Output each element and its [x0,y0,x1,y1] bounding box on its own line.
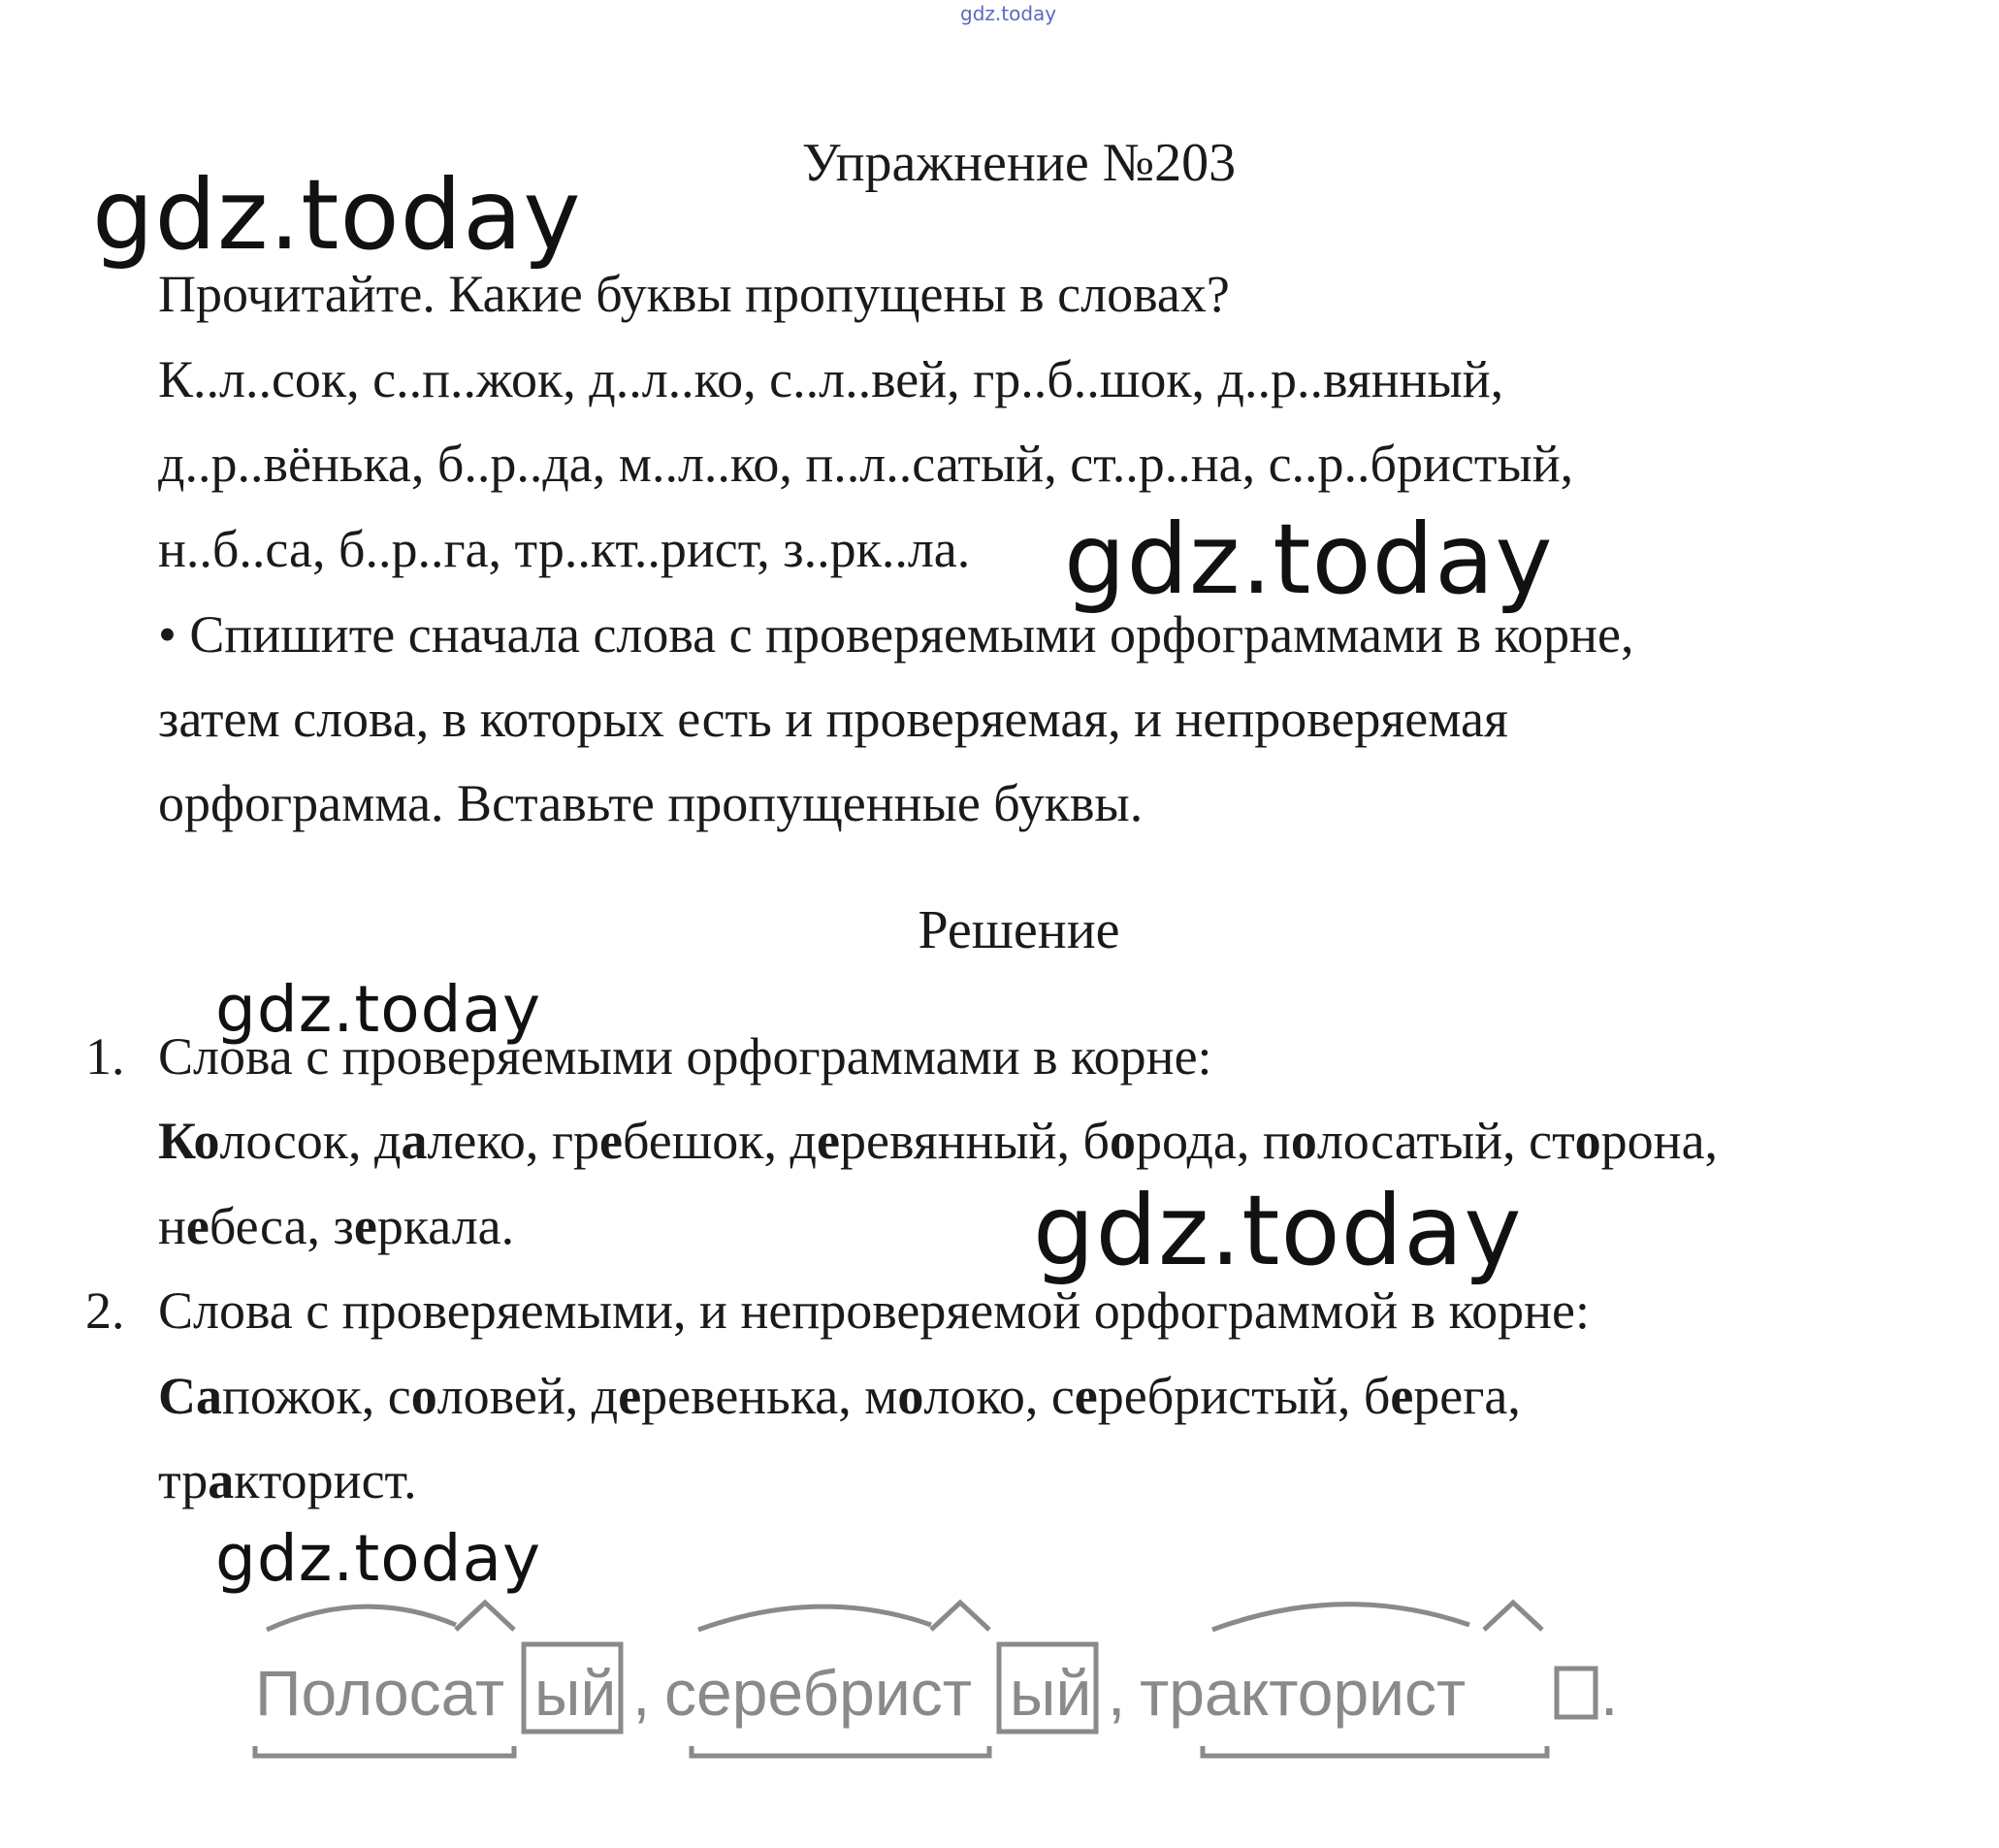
task-line: орфограмма. Вставьте пропущенные буквы. [158,774,1144,832]
stem-underline [692,1746,989,1756]
solution-words: небеса, зеркала. [158,1197,515,1255]
words-line: К..л..сок, с..п..жок, д..л..ко, с..л..вей, гр..б..шок, д..р..вянный, [158,350,1504,408]
morph-root: тракторист [1140,1657,1467,1729]
ending-box [1557,1669,1596,1717]
solution-heading: Решение [918,900,1120,960]
watermark-top: gdz.today [960,2,1057,25]
root-arc [698,1606,931,1630]
solution-item-label: Слова с проверяемыми, и непроверяемой орфограммой в корне: [158,1281,1590,1340]
morph-separator: , [632,1657,651,1729]
morph-ending: ый [1010,1657,1092,1729]
stem-underline [1203,1746,1547,1756]
suffix-mark [1484,1603,1542,1630]
morph-final: . [1600,1657,1619,1729]
solution-words: тракторист. [158,1451,417,1509]
root-arc [1212,1605,1469,1630]
morpheme-diagram [247,1591,1625,1785]
list-number: 1. [85,1027,125,1086]
suffix-mark [456,1603,514,1630]
morph-root: Полосат [255,1657,505,1729]
root-arc [267,1606,456,1630]
words-line: д..р..вёнька, б..р..да, м..л..ко, п..л..сатый, ст..р..на, с..р..бристый, [158,435,1574,493]
morph-separator: , [1108,1657,1126,1729]
list-number: 2. [85,1281,125,1340]
morph-ending: ый [534,1657,617,1729]
words-line: н..б..са, б..р..га, тр..кт..рист, з..рк..ла. [158,520,971,578]
task-line: • Спишите сначала слова с проверяемыми орфограммами в корне, [158,605,1634,664]
stem-underline [255,1746,514,1756]
solution-words: Сапожок, соловей, деревенька, молоко, серебристый, берега, [158,1367,1521,1425]
solution-item-label: Слова с проверяемыми орфограммами в корне: [158,1027,1212,1086]
watermark: gdz.today [215,972,542,1047]
watermark: gdz.today [1064,503,1554,616]
morph-root: серебрист [664,1657,972,1729]
exercise-prompt: Прочитайте. Какие буквы пропущены в словах? [158,265,1230,323]
morpheme-analysis [247,1591,1625,1785]
solution-words: Колосок, далеко, гребешок, деревянный, борода, полосатый, сторона, [158,1112,1719,1170]
watermark: gdz.today [1033,1174,1523,1287]
suffix-mark [931,1603,989,1630]
task-line: затем слова, в которых есть и проверяемая, и непроверяемая [158,690,1508,748]
watermark: gdz.today [215,1521,542,1596]
exercise-title: Упражнение №203 [801,133,1237,193]
watermark: gdz.today [92,158,582,272]
